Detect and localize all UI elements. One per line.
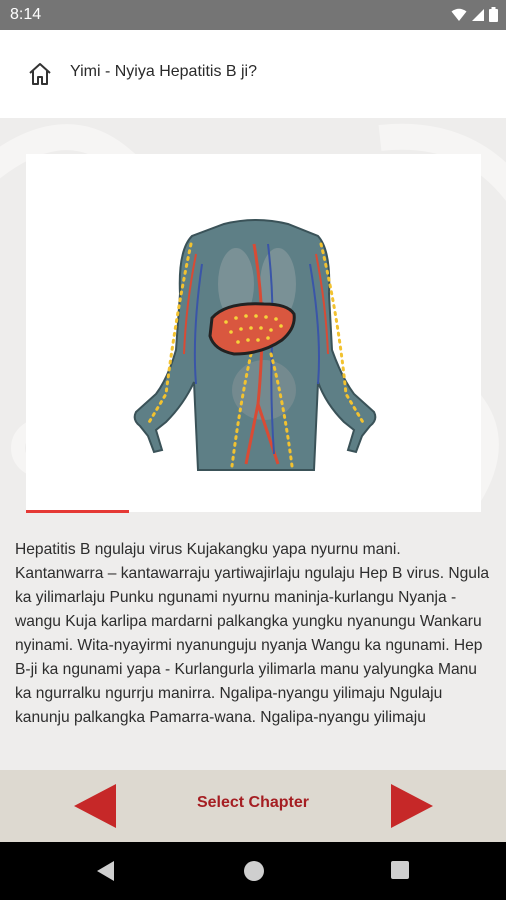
wifi-icon xyxy=(451,8,467,22)
status-icons xyxy=(451,7,498,22)
human-body-liver-image xyxy=(26,154,481,512)
home-icon[interactable] xyxy=(26,60,54,88)
home-circle-icon[interactable] xyxy=(243,860,265,882)
page-title: Yimi - Nyiya Hepatitis B ji? xyxy=(70,63,258,80)
cellular-icon xyxy=(471,8,485,22)
hepatitis-illustration xyxy=(26,154,481,512)
content-area[interactable] xyxy=(0,118,506,770)
chapter-footer xyxy=(0,770,506,842)
system-nav-bar xyxy=(0,842,506,900)
recents-icon[interactable] xyxy=(390,860,410,880)
back-icon[interactable] xyxy=(96,860,116,882)
battery-icon xyxy=(489,7,498,22)
article-text: Hepatitis B ngulaju virus Kujakangku yapa nyurnu mani. Kantanwarra – kantawarraju yartiwajirlaju ngulaju Hep B virus. Ngula ka yilimarlaju Punku ngunami nyurnu maninja-kurlangu Nyanja - wangu Kuja karlipa mardarni palkangka yungku nyanungu Wankaru nyinami. Wita-nyayirmi nyanunguju nyanja Wangu ka ngunami. Hep B-ji ka ngunami yapa - Kurlangurla yilimarla manu yalyungka Manu ka ngurralku ngurrju manirra. Ngalipa-nyangu yilimaju Ngulaju kanunju palkangka Pamarra-wana. Ngalipa-nyangu yilimaju xyxy=(15,541,490,726)
app-header xyxy=(0,30,506,118)
next-arrow-icon[interactable] xyxy=(389,782,435,830)
status-bar xyxy=(0,0,506,30)
status-time: 8:14 xyxy=(10,6,42,23)
select-chapter-button[interactable]: Select Chapter xyxy=(196,794,310,811)
image-progress-indicator xyxy=(26,510,129,513)
